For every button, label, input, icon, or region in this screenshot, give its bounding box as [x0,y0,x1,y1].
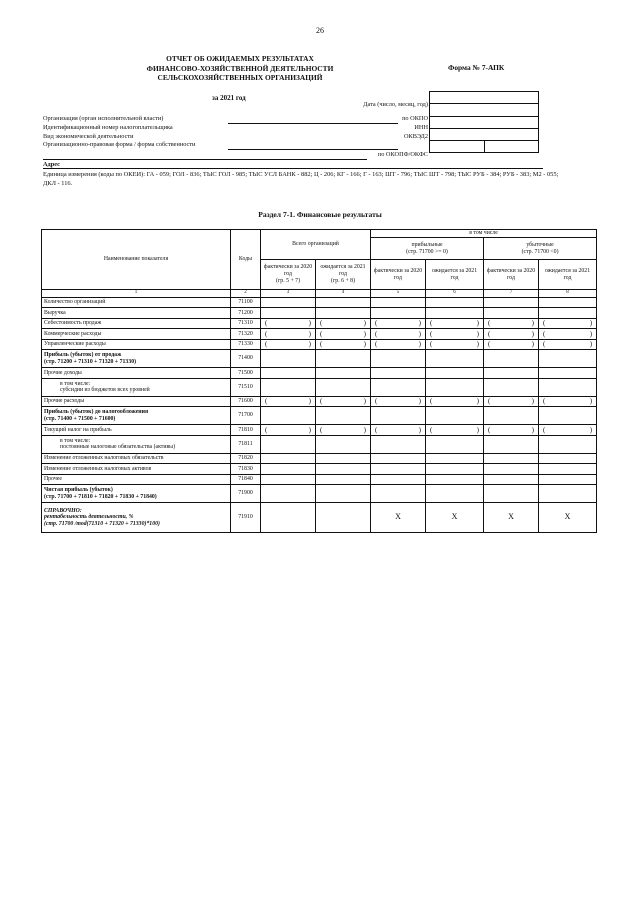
row-code: 71100 [231,297,261,308]
paren-open: ( [543,397,546,406]
value-cell[interactable] [371,318,426,329]
paren-open: ( [430,340,433,349]
table-row [42,435,597,453]
paren-open: ( [265,397,268,406]
value-cell[interactable] [484,464,539,475]
value-cell[interactable] [261,297,316,308]
value-cell[interactable] [316,407,371,425]
paren-close: ) [531,340,535,349]
header-unprofitable-cond: (стр. 71700 <0) [521,248,559,255]
header-profitable-label: прибыльные [411,241,443,248]
value-cell[interactable] [371,297,426,308]
paren-open: ( [265,329,268,338]
paren-close: ) [363,425,367,434]
paren-close: ) [476,319,480,328]
value-cell[interactable] [426,297,484,308]
header-actual-all [261,260,316,290]
value-cell[interactable] [316,350,371,368]
report-title [130,54,350,83]
value-cell[interactable] [539,368,597,379]
value-cell[interactable] [316,435,371,453]
row-code: 71900 [231,485,261,503]
row-code: 71600 [231,396,261,407]
value-cell[interactable] [484,368,539,379]
value-cell[interactable] [371,396,426,407]
row-label [42,464,231,475]
value-cell[interactable] [539,474,597,485]
header-expected-all [316,260,371,290]
legal-form-line[interactable] [228,149,398,150]
header-actual-all-formula: (гр. 5 + 7) [276,277,300,284]
row-label-line: Прочие доходы [44,369,82,376]
value-cell[interactable] [426,407,484,425]
row-label [42,339,231,350]
value-cell[interactable] [539,407,597,425]
value-cell[interactable] [371,453,426,464]
paren-close: ) [308,319,311,328]
value-cell[interactable] [316,318,371,329]
value-cell[interactable] [484,485,539,503]
value-cell[interactable] [484,396,539,407]
paren-open: ( [320,397,323,406]
row-label [42,396,231,407]
value-cell[interactable] [484,318,539,329]
value-cell[interactable] [426,474,484,485]
value-cell[interactable] [539,318,597,329]
table-row [42,368,597,379]
paren-open: ( [265,425,268,434]
value-cell[interactable] [371,435,426,453]
value-cell[interactable] [261,503,316,533]
column-number: 2 [231,290,261,298]
table-row [42,339,597,350]
paren-open: ( [375,340,378,349]
header-unprofitable [484,238,597,260]
row-label [42,485,231,503]
report-title-line: ФИНАНСОВО-ХОЗЯЙСТВЕННОЙ ДЕЯТЕЛЬНОСТИ [146,63,334,73]
paren-close: ) [589,329,593,338]
value-cell[interactable] [426,396,484,407]
paren-open: ( [375,397,378,406]
row-label-line: Себестоимость продаж [44,320,102,327]
paren-open: ( [488,319,491,328]
section-title: Раздел 7-1. Финансовые результаты [258,210,382,219]
value-cell[interactable] [426,368,484,379]
paren-open: ( [488,425,491,434]
value-cell[interactable] [316,464,371,475]
paren-close: ) [308,340,311,349]
paren-open: ( [375,319,378,328]
organization-label: Организация (орган исполнительной власти) [43,115,164,122]
x-mark: X [484,503,539,533]
value-cell[interactable] [539,378,597,396]
value-cell[interactable] [539,453,597,464]
paren-close: ) [476,329,480,338]
paren-open: ( [320,319,323,328]
value-cell[interactable] [316,474,371,485]
column-number: 4 [316,290,371,298]
paren-close: ) [589,397,593,406]
value-cell[interactable] [316,308,371,319]
okopf-label: по ОКОПФ/ОКФС [377,151,428,158]
value-cell[interactable] [371,368,426,379]
paren-close: ) [418,425,422,434]
value-cell[interactable] [261,474,316,485]
paren-close: ) [308,397,311,406]
paren-close: ) [363,397,367,406]
table-row [42,329,597,340]
table-row [42,318,597,329]
table-row [42,485,597,503]
value-cell[interactable] [426,329,484,340]
row-label-line: (стр. 71200 + 71310 + 71320 + 71330) [44,358,137,365]
okved-label: ОКВЭД2 [403,133,428,140]
row-label [42,378,231,396]
row-code: 71200 [231,308,261,319]
date-field[interactable] [430,92,538,104]
header-name: Наименование показателя [42,230,231,290]
value-cell[interactable] [261,464,316,475]
value-cell[interactable] [261,453,316,464]
paren-open: ( [543,340,546,349]
value-cell[interactable] [316,425,371,436]
paren-close: ) [418,319,422,328]
value-cell[interactable] [539,350,597,368]
value-cell[interactable] [261,318,316,329]
reference-line1: СПРАВОЧНО: [44,507,82,514]
row-label [42,297,231,308]
paren-close: ) [589,319,593,328]
paren-close: ) [531,397,535,406]
organization-line[interactable] [228,123,398,124]
units-note: Единица измерения (коды по ОКЕИ): ГА - 059; ГОЛ - 836; ТЫС ГОЛ - 985; ТЫС УСЛ БАНК - 882; Ц - 206; КГ - 166; Г - 163; ШТ - 796; ТЫС ШТ - 798; ТЫС РУБ - 384; РУБ - 383; М2 - 055; ДКЛ - 116. [43,171,559,187]
column-number: 1 [42,290,231,298]
value-cell[interactable] [426,453,484,464]
column-number: 7 [484,290,539,298]
date-label: Дата (число, месяц, год) [363,101,428,108]
value-cell[interactable] [261,378,316,396]
row-label-line: Выручка [44,309,66,316]
column-number: 8 [539,290,597,298]
value-cell[interactable] [539,329,597,340]
value-cell[interactable] [426,378,484,396]
row-label [42,318,231,329]
header-expected-profitable: ожидается за 2021 год [426,260,484,290]
paren-open: ( [375,329,378,338]
column-number: 3 [261,290,316,298]
value-cell[interactable] [371,308,426,319]
table-row [42,474,597,485]
row-label-line: Управленческие расходы [44,341,106,348]
row-code: 71400 [231,350,261,368]
row-label-line: в том числе: [60,437,91,444]
row-code: 71700 [231,407,261,425]
row-label-line: постоянные налоговые обязательства (активы) [60,444,176,451]
value-cell[interactable] [371,378,426,396]
row-label-line: Прибыль (убыток) до налогообложения [44,409,149,415]
row-code: 71330 [231,339,261,350]
value-cell[interactable] [426,339,484,350]
value-cell[interactable] [261,485,316,503]
paren-open: ( [543,425,546,434]
row-label [42,453,231,464]
paren-open: ( [543,329,546,338]
value-cell[interactable] [539,485,597,503]
paren-close: ) [308,425,311,434]
address-field[interactable] [43,168,543,169]
value-cell[interactable] [484,407,539,425]
value-cell[interactable] [539,339,597,350]
paren-open: ( [320,329,323,338]
code-box [429,91,539,153]
okfs-field[interactable] [485,141,539,152]
header-expected-unprofitable: ожидается за 2021 год [539,260,597,290]
header-all-orgs: Всего организаций [261,230,371,260]
paren-close: ) [531,319,535,328]
okved-field[interactable] [430,129,538,141]
paren-open: ( [543,319,546,328]
paren-open: ( [488,329,491,338]
paren-open: ( [430,319,433,328]
address-line [43,159,367,160]
row-label [42,425,231,436]
paren-close: ) [589,425,593,434]
row-code: 71500 [231,368,261,379]
row-label-line: Прочие расходы [44,398,85,405]
row-code: 71320 [231,329,261,340]
value-cell[interactable] [371,350,426,368]
value-cell[interactable] [316,503,371,533]
row-label-line: Коммерческие расходы [44,330,102,337]
table-row [42,464,597,475]
paren-close: ) [418,340,422,349]
header-profitable-cond: (стр. 71700 >= 0) [406,248,448,255]
reference-row [42,503,597,533]
paren-close: ) [363,329,367,338]
value-cell[interactable] [371,329,426,340]
header-codes: Коды [231,230,261,290]
paren-open: ( [320,340,323,349]
value-cell[interactable] [371,339,426,350]
paren-open: ( [488,397,491,406]
value-cell[interactable] [484,378,539,396]
report-title-line: СЕЛЬСКОХОЗЯЙСТВЕННЫХ ОРГАНИЗАЦИЙ [157,73,323,82]
value-cell[interactable] [539,464,597,475]
header-profitable [371,238,484,260]
row-code: 71811 [231,435,261,453]
tax-id-label: Идентификационный номер налогоплательщика [43,124,173,131]
paren-close: ) [476,425,480,434]
row-label-line: Количество организаций [44,299,106,306]
value-cell[interactable] [371,425,426,436]
value-cell[interactable] [316,339,371,350]
paren-open: ( [488,340,491,349]
table-row [42,425,597,436]
value-cell[interactable] [261,407,316,425]
value-cell[interactable] [371,407,426,425]
row-label [42,308,231,319]
row-label-line: Изменение отложенных налоговых обязательств [44,455,164,462]
value-cell[interactable] [261,329,316,340]
value-cell[interactable] [484,453,539,464]
paren-close: ) [476,397,480,406]
row-code: 71840 [231,474,261,485]
value-cell[interactable] [371,464,426,475]
row-code: 71820 [231,453,261,464]
page-number: 26 [316,26,324,35]
x-mark: X [426,503,484,533]
value-cell[interactable] [426,485,484,503]
row-code: 71310 [231,318,261,329]
inn-label: ИНН [414,124,428,131]
row-code: 71810 [231,425,261,436]
value-cell[interactable] [539,396,597,407]
paren-open: ( [430,425,433,434]
address-label: Адрес [43,161,60,168]
okopf-field[interactable] [430,141,485,152]
inn-field[interactable] [430,117,538,129]
row-label-line: Изменение отложенных налоговых активов [44,465,152,472]
value-cell[interactable] [261,425,316,436]
paren-close: ) [308,329,311,338]
value-cell[interactable] [316,378,371,396]
paren-close: ) [363,340,367,349]
reference-line2: рентабельность деятельности, % [44,514,134,521]
value-cell[interactable] [316,368,371,379]
value-cell[interactable] [426,350,484,368]
table-row [42,297,597,308]
activity-label: Вид экономической деятельности [43,133,134,140]
value-cell[interactable] [316,485,371,503]
row-label-line: (стр. 71400 + 71500 + 71600) [44,415,116,422]
value-cell[interactable] [426,425,484,436]
value-cell[interactable] [539,435,597,453]
row-label-line: субсидии из бюджетов всех уровней [60,387,150,394]
row-label [42,474,231,485]
value-cell[interactable] [316,329,371,340]
row-code: 71830 [231,464,261,475]
value-cell[interactable] [261,435,316,453]
value-cell[interactable] [316,297,371,308]
row-label-line: Текущий налог на прибыль [44,426,112,433]
value-cell[interactable] [484,435,539,453]
row-label-line: Чистая прибыль (убыток) [44,487,113,493]
report-period: за 2021 год [212,94,246,102]
header-expected-all-label: ожидается за 2021 год [320,264,366,278]
paren-close: ) [418,329,422,338]
paren-close: ) [589,340,593,349]
financial-results-table [41,229,597,533]
table-row [42,350,597,368]
form-label: Форма № 7-АПК [448,63,505,72]
value-cell[interactable] [484,474,539,485]
legal-form-label: Организационно-правовая форма / форма собственности [43,141,196,148]
paren-open: ( [265,340,268,349]
x-mark: X [539,503,597,533]
row-label-line: в том числе: [60,380,91,387]
value-cell[interactable] [261,396,316,407]
table-row [42,407,597,425]
value-cell[interactable] [261,350,316,368]
value-cell[interactable] [539,425,597,436]
column-number: 5 [371,290,426,298]
value-cell[interactable] [426,435,484,453]
value-cell[interactable] [371,485,426,503]
row-label [42,407,231,425]
paren-close: ) [363,319,367,328]
table-row [42,308,597,319]
row-label [42,368,231,379]
paren-close: ) [476,340,480,349]
row-label [42,350,231,368]
header-expected-all-formula: (гр. 6 + 8) [331,277,355,284]
column-number: 6 [426,290,484,298]
header-actual-unprofitable: фактически за 2020 год [484,260,539,290]
row-code: 71510 [231,378,261,396]
row-label [42,435,231,453]
paren-open: ( [375,425,378,434]
header-unprofitable-label: убыточные [526,241,554,248]
reference-line3: (стр. 71700 /mod(71310 + 71320 + 71330)*100) [44,521,160,528]
row-label [42,329,231,340]
value-cell[interactable] [316,396,371,407]
value-cell[interactable] [426,318,484,329]
reference-label [42,503,231,533]
report-title-line: ОТЧЕТ ОБ ОЖИДАЕМЫХ РЕЗУЛЬТАТАХ [166,54,314,63]
value-cell[interactable] [539,308,597,319]
paren-close: ) [531,425,535,434]
reference-code: 71910 [231,503,261,533]
okpo-field[interactable] [430,104,538,116]
value-cell[interactable] [426,464,484,475]
okpo-label: по ОКПО [402,115,428,122]
table-row [42,453,597,464]
header-in-that: в том числе [371,230,597,238]
value-cell[interactable] [484,339,539,350]
row-label-line: Прочее [44,476,62,483]
value-cell[interactable] [261,339,316,350]
x-mark: X [371,503,426,533]
header-actual-profitable: фактически за 2020 год [371,260,426,290]
table-row [42,378,597,396]
paren-open: ( [320,425,323,434]
value-cell[interactable] [371,474,426,485]
value-cell[interactable] [316,453,371,464]
value-cell[interactable] [484,297,539,308]
paren-close: ) [418,397,422,406]
table-row [42,396,597,407]
value-cell[interactable] [484,425,539,436]
paren-open: ( [430,329,433,338]
value-cell[interactable] [484,350,539,368]
value-cell[interactable] [484,329,539,340]
value-cell[interactable] [261,308,316,319]
value-cell[interactable] [261,368,316,379]
header-actual-all-label: фактически за 2020 год [263,264,313,278]
row-label-line: (стр. 71700 + 71810 + 71820 + 71830 + 71840) [44,493,157,500]
value-cell[interactable] [539,297,597,308]
row-label-line: Прибыль (убыток) от продаж [44,352,122,358]
paren-close: ) [531,329,535,338]
value-cell[interactable] [426,308,484,319]
paren-open: ( [430,397,433,406]
paren-open: ( [265,319,268,328]
value-cell[interactable] [484,308,539,319]
